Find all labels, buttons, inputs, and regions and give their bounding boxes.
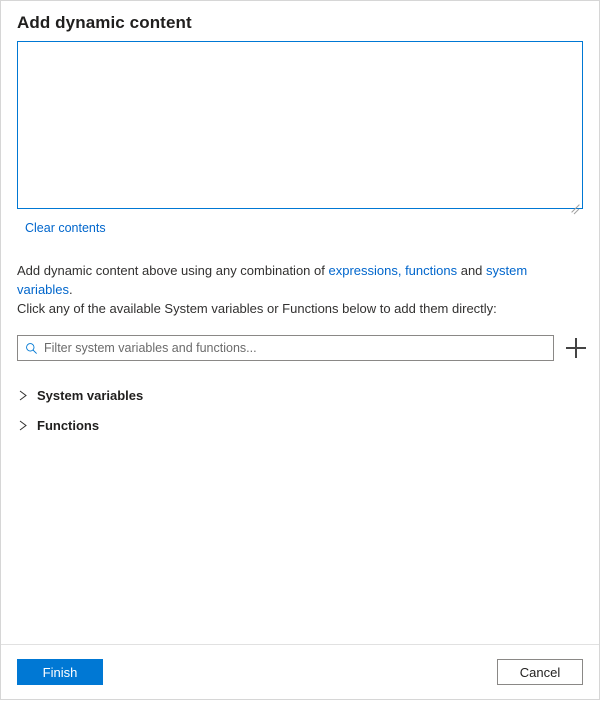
chevron-right-icon[interactable]: [17, 420, 37, 431]
plus-icon[interactable]: [566, 338, 586, 358]
chevron-right-icon[interactable]: [17, 390, 37, 401]
clear-contents-link[interactable]: Clear contents: [25, 221, 106, 235]
filter-box[interactable]: [17, 335, 554, 361]
panel-header: [1, 1, 599, 41]
tree-item-system-variables[interactable]: [17, 383, 583, 407]
description-line2: Click any of the available System variables or Functions below to add them directly:: [17, 301, 497, 316]
description-line1-prefix: Add dynamic content above using any combination of: [17, 263, 329, 278]
tree-item-label: System variables: [37, 387, 144, 403]
description-line1-suffix: .: [69, 282, 73, 297]
description-text: [17, 261, 583, 318]
content-tree: [17, 383, 583, 437]
tree-item-functions[interactable]: [17, 413, 583, 437]
tree-item-label: Functions: [37, 417, 100, 433]
filter-row: [17, 335, 583, 361]
description-line1-middle: and: [457, 263, 487, 278]
panel-body: [1, 41, 599, 644]
expressions-functions-link[interactable]: expressions, functions: [328, 263, 458, 278]
dynamic-content-editor-wrapper: [17, 41, 583, 212]
filter-input[interactable]: [44, 336, 553, 360]
finish-button[interactable]: Finish: [17, 659, 103, 685]
page-title: Add dynamic content: [17, 13, 192, 32]
panel-footer: [1, 644, 599, 699]
system-variables-link[interactable]: system variables: [17, 263, 528, 297]
search-icon: [18, 342, 44, 355]
dynamic-content-textarea[interactable]: [17, 41, 583, 209]
cancel-button[interactable]: Cancel: [497, 659, 583, 685]
